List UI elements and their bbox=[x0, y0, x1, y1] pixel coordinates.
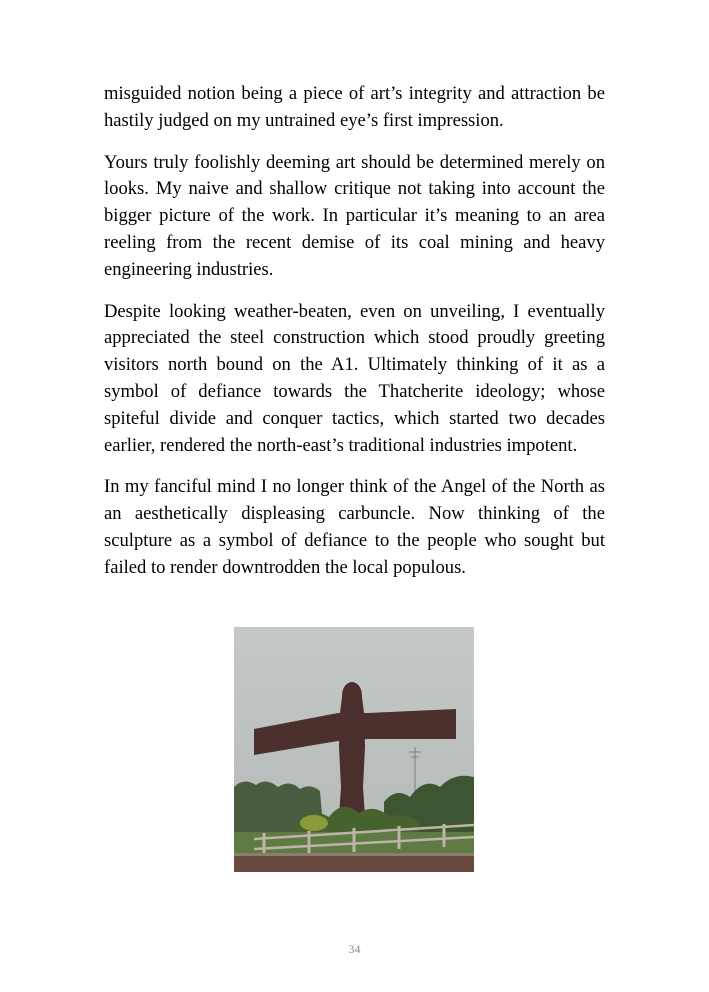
page-body bbox=[104, 81, 605, 597]
paragraph-1: misguided notion being a piece of art’s integrity and attraction be hastily judged on my untrained eye’s first impression. bbox=[104, 83, 605, 131]
paragraph-4: In my fanciful mind I no longer think of the Angel of the North as an aesthetically displeasing carbuncle. Now thinking of the sculpture as a symbol of defiance to the people who sought but failed to render downtrodden the local populous. bbox=[104, 476, 605, 578]
foreground-wall bbox=[234, 855, 474, 872]
paragraph-3: Despite looking weather-beaten, even on unveiling, I eventually appreciated the steel construction which stood proudly greeting visitors north bound on the A1. Ultimately thinking of it as a symbol of defiance towards the Thatcherite ideology; whose spiteful divide and conquer tactics, which started two decades earlier, rendered the north-east’s traditional industries impotent. bbox=[104, 300, 605, 456]
paragraph-2: Yours truly foolishly deeming art should be determined merely on looks. My naive and shallow critique not taking into account the bigger picture of the work. In particular it’s meaning to an area reeling from the recent demise of its coal mining and heavy engineering industries. bbox=[104, 151, 605, 280]
page-number: 34 bbox=[348, 942, 361, 956]
wall-top bbox=[234, 853, 474, 856]
sculpture-head bbox=[343, 682, 361, 704]
yellow-shrub bbox=[300, 815, 328, 831]
photo-illustration bbox=[234, 627, 474, 872]
angel-of-the-north-photo bbox=[234, 627, 474, 872]
